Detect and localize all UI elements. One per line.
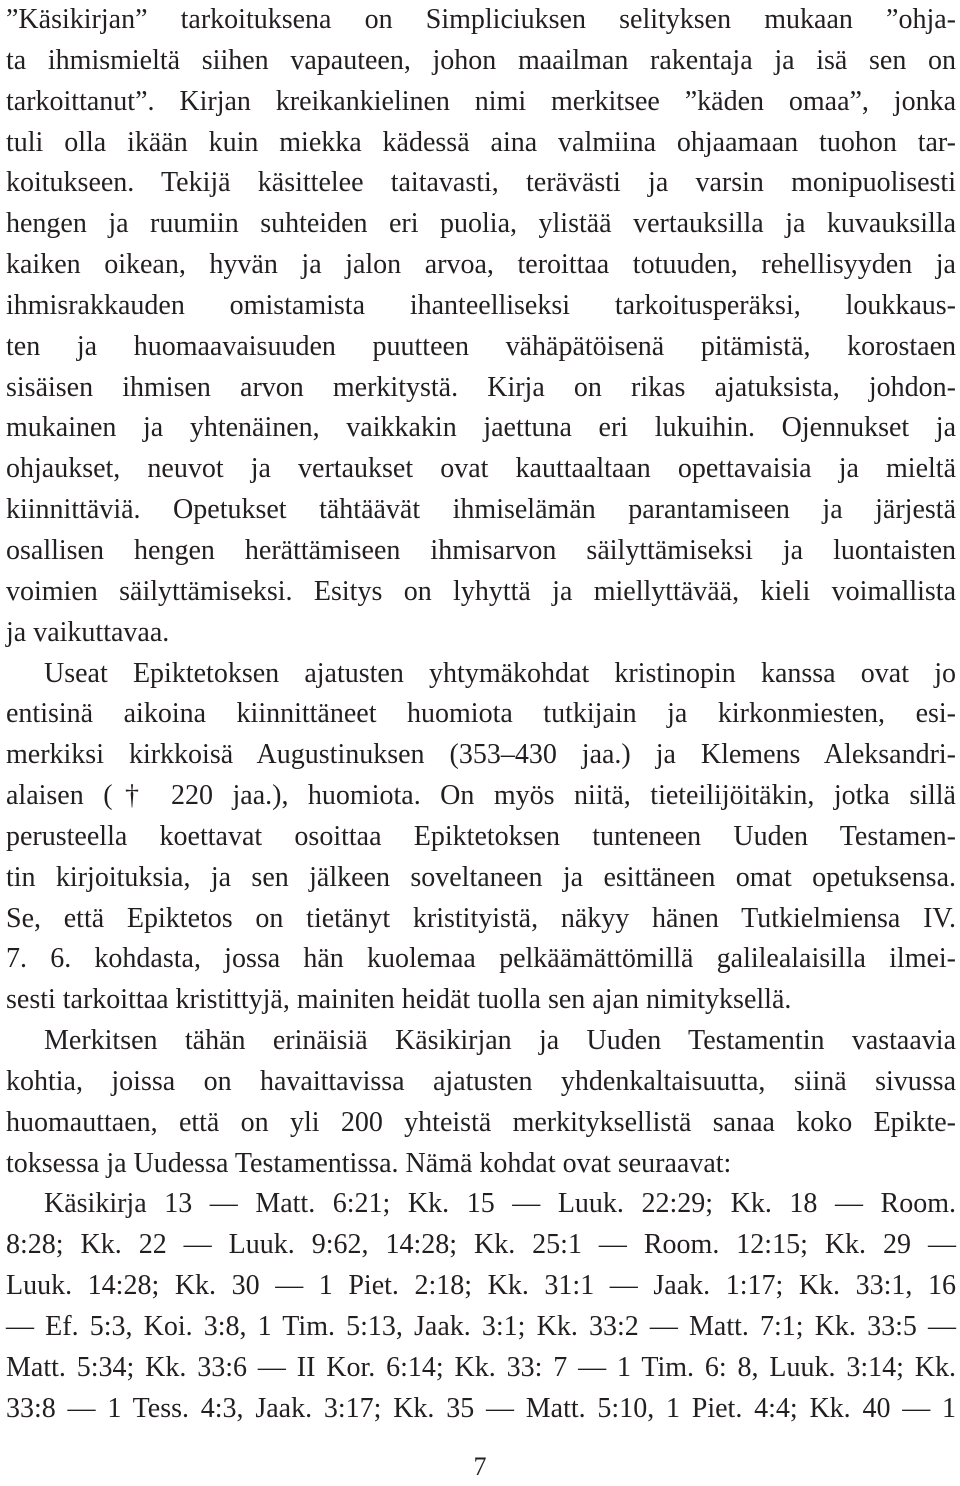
text-line: 8:28; Kk. 22 — Luuk. 9:62, 14:28; Kk. 25:1 — Room. 12:15; Kk. 29 — (6, 1229, 956, 1261)
text-line: sisäisen ihmisen arvon merkitystä. Kirja on rikas ajatuksista, johdon- (6, 371, 956, 403)
text-line: ihmisrakkauden omistamista ihanteelliseksi tarkoitusperäksi, loukkaus- (6, 289, 956, 321)
paragraph-end-line: sesti tarkoittaa kristittyjä, mainiten heidät tuolla sen ajan nimityksellä. (6, 984, 792, 1016)
text-line: kaiken oikean, hyvän ja jalon arvoa, teroittaa totuuden, rehellisyyden ja (6, 249, 956, 281)
paragraph-start-line: Useat Epiktetoksen ajatusten yhtymäkohdat kristinopin kanssa ovat jo (44, 657, 956, 689)
text-line: merkiksi kirkkoisä Augustinuksen (353–430 jaa.) ja Klemens Aleksandri- (6, 739, 956, 771)
paragraph-start-line: Käsikirja 13 — Matt. 6:21; Kk. 15 — Luuk. 22:29; Kk. 18 — Room. (44, 1188, 956, 1220)
text-line: kiinnittäviä. Opetukset tähtäävät ihmiselämän parantamiseen ja järjestä (6, 494, 956, 526)
paragraph-end-line: toksessa ja Uudessa Testamentissa. Nämä kohdat ovat seuraavat: (6, 1147, 732, 1179)
text-line: koitukseen. Tekijä käsittelee taitavasti, terävästi ja varsin monipuolisesti (6, 167, 956, 199)
text-line: — Ef. 5:3, Koi. 3:8, 1 Tim. 5:13, Jaak. 3:1; Kk. 33:2 — Matt. 7:1; Kk. 33:5 — (6, 1311, 956, 1342)
paragraph-start-line: Merkitsen tähän erinäisiä Käsikirjan ja Uuden Testamentin vastaavia (44, 1025, 956, 1057)
text-line: tuli olla ikään kuin miekka kädessä aina valmiina ohjaamaan tuohon tar- (6, 126, 956, 158)
body-text (6, 0, 956, 1430)
text-line: Se, että Epiktetos on tietänyt kristityistä, näkyy hänen Tutkielmiensa IV. (6, 902, 956, 934)
text-line: entisinä aikoina kiinnittäneet huomiota tutkijain ja kirkonmiesten, esi- (6, 698, 956, 730)
text-line: alaisen († 220 jaa.), huomiota. On myös niitä, tieteilijöitäkin, jotka sillä (6, 780, 956, 812)
text-line: osallisen hengen herättämiseen ihmisarvon säilyttämiseksi ja luontaisten (6, 534, 956, 566)
text-line: Matt. 5:34; Kk. 33:6 — II Kor. 6:14; Kk. 33: 7 — 1 Tim. 6: 8, Luuk. 3:14; Kk. (6, 1351, 956, 1383)
text-line: huomauttaen, että on yli 200 yhteistä merkityksellistä sanaa koko Epikte- (6, 1106, 956, 1138)
page-number: 7 (473, 1452, 487, 1481)
text-line: ta ihmismieltä siihen vapauteen, johon maailman rakentaja ja isä sen on (6, 44, 956, 76)
text-line: kohtia, joissa on havaittavissa ajatusten yhdenkaltaisuutta, siinä sivussa (6, 1065, 956, 1097)
text-line: tin kirjoituksia, ja sen jälkeen soveltaneen ja esittäneen omat opetuksensa. (6, 861, 956, 893)
text-line: ten ja huomaavaisuuden puutteen vähäpätöisenä pitämistä, korostaen (6, 330, 956, 362)
text-line: ”Käsikirjan” tarkoituksena on Simpliciuksen selityksen mukaan ”ohja- (6, 4, 956, 35)
text-line: voimien säilyttämiseksi. Esitys on lyhyttä ja miellyttävää, kieli voimallista (6, 575, 956, 607)
text-line: perusteella koettavat osoittaa Epiktetoksen tunteneen Uuden Testamen- (6, 820, 956, 852)
text-line: 33:8 — 1 Tess. 4:3, Jaak. 3:17; Kk. 35 — Matt. 5:10, 1 Piet. 4:4; Kk. 40 — 1 (6, 1392, 956, 1424)
text-line: mukainen ja yhtenäinen, vaikkakin jaettuna eri lukuihin. Ojennukset ja (6, 412, 956, 444)
text-line: 7. 6. kohdasta, jossa hän kuolemaa pelkäämättömillä galilealaisilla ilmei- (6, 943, 956, 975)
text-line: tarkoittanut”. Kirjan kreikankielinen nimi merkitsee ”käden omaa”, jonka (6, 85, 956, 117)
text-line: Luuk. 14:28; Kk. 30 — 1 Piet. 2:18; Kk. 31:1 — Jaak. 1:17; Kk. 33:1, 16 (6, 1270, 956, 1302)
text-line: hengen ja ruumiin suhteiden eri puolia, ylistää vertauksilla ja kuvauksilla (6, 208, 956, 240)
text-line: ohjaukset, neuvot ja vertaukset ovat kauttaaltaan opettavaisia ja mieltä (6, 453, 956, 485)
paragraph-end-line: ja vaikuttavaa. (6, 616, 170, 648)
